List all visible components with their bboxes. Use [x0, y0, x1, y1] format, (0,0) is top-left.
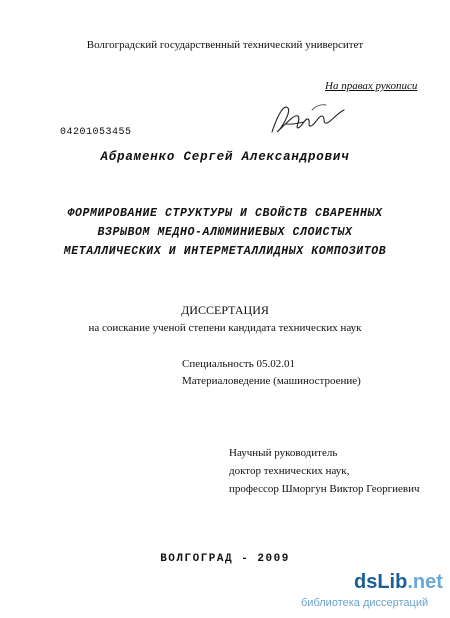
city-year: ВОЛГОГРАД - 2009 [160, 553, 290, 565]
dissertation-title-line: ВЗРЫВОМ МЕДНО-АЛЮМИНИЕВЫХ СЛОИСТЫХ [97, 226, 353, 239]
watermark-logo-link[interactable] [354, 571, 443, 594]
university-name: Волгоградский государственный технический университет [86, 39, 364, 51]
watermark-tagline: библиотека диссертаций [301, 597, 429, 609]
document-type: ДИССЕРТАЦИЯ [181, 303, 269, 317]
specialty-code: Специальность 05.02.01 [182, 358, 295, 370]
supervisor-title: Научный руководитель [229, 447, 338, 459]
dissertation-title-line: МЕТАЛЛИЧЕСКИХ И ИНТЕРМЕТАЛЛИДНЫХ КОМПОЗИТОВ [63, 245, 387, 258]
rights-note: На правах рукописи [325, 80, 418, 92]
specialty-field: Материаловедение (машиностроение) [182, 375, 361, 387]
document-code: 04201053455 [60, 127, 132, 138]
dissertation-title-line: ФОРМИРОВАНИЕ СТРУКТУРЫ И СВОЙСТВ СВАРЕННЫХ [67, 207, 383, 220]
watermark-logo-part: .net [407, 571, 443, 593]
author-name: Абраменко Сергей Александрович [100, 150, 350, 164]
degree-line: на соискание ученой степени кандидата технических наук [88, 322, 362, 334]
watermark-logo-part: dsLib [354, 571, 408, 593]
handwritten-signature [268, 94, 348, 144]
supervisor-degree: доктор технических наук, [229, 465, 350, 477]
supervisor-name: профессор Шморгун Виктор Георгиевич [229, 483, 420, 495]
